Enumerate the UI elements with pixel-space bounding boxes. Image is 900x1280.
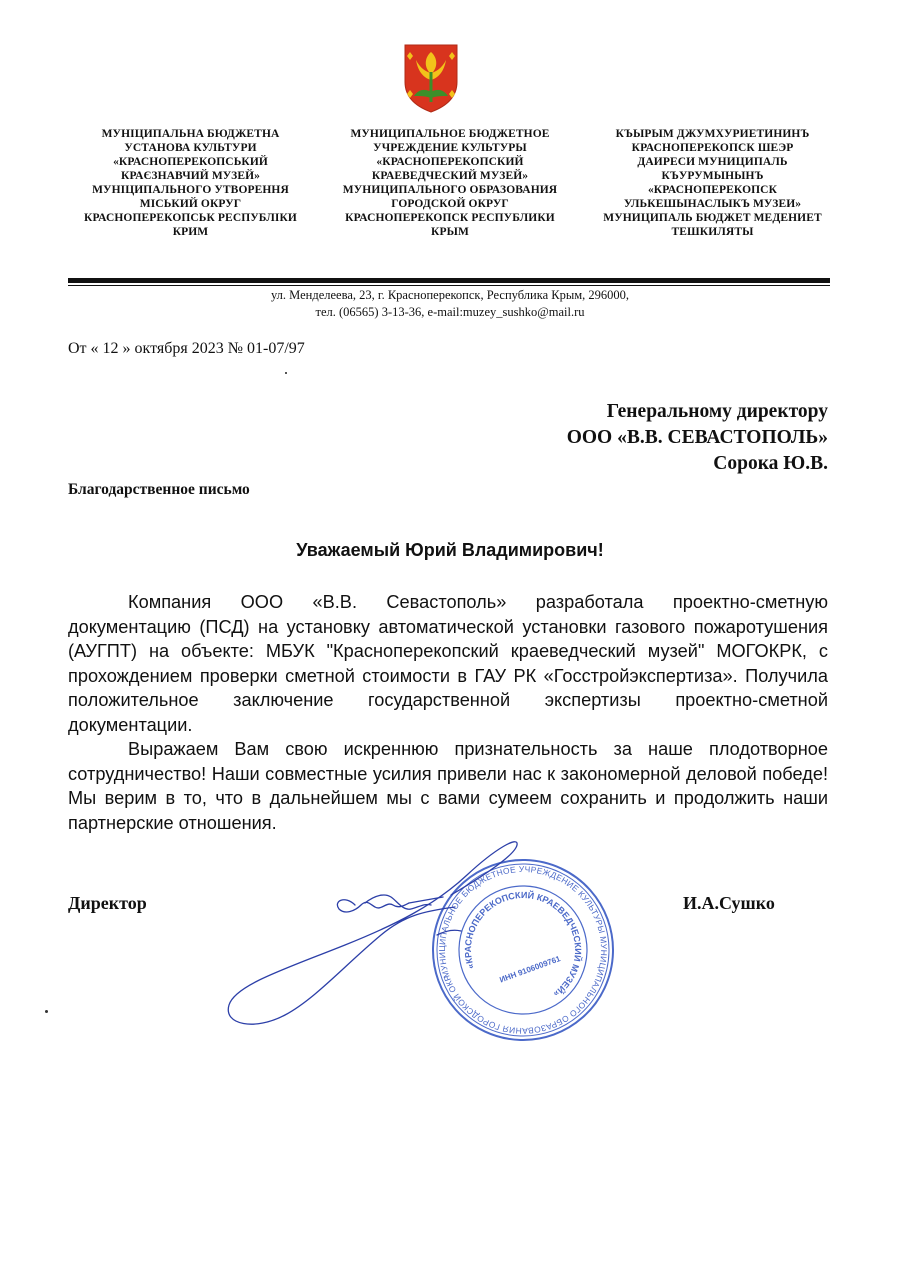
header-ua-line: УСТАНОВА КУЛЬТУРИ — [124, 142, 257, 154]
header-ua-line: КРАЄЗНАВЧИЙ МУЗЕЙ» — [121, 170, 260, 182]
header-ua-line: «КРАСНОПЕРЕКОПСЬКИЙ — [113, 156, 268, 168]
header-ru-line: КРАСНОПЕРЕКОПСК РЕСПУБЛИКИ — [345, 212, 555, 224]
header-ukrainian — [58, 127, 323, 239]
header-ct-line: «КРАСНОПЕРЕКОПСК — [647, 184, 778, 196]
handwritten-signature — [205, 835, 565, 1035]
header-ru-line: МУНИЦИПАЛЬНОГО ОБРАЗОВАНИЯ — [342, 184, 558, 196]
header-ru-line: КРАЕВЕДЧЕСКИЙ МУЗЕЙ» — [371, 170, 529, 182]
header-ct-line: КЪЫРЫМ ДЖУМХУРИЕТИНИНЪ — [615, 128, 810, 140]
header-ua-line: МУНІЦИПАЛЬНА БЮДЖЕТНА — [101, 128, 280, 140]
document-type: Благодарственное письмо — [68, 481, 250, 498]
header-ru-line: МУНИЦИПАЛЬНОЕ БЮДЖЕТНОЕ — [350, 128, 550, 140]
letter-body — [68, 590, 828, 835]
document-reference: От « 12 » октября 2023 № 01-07/97 — [68, 340, 305, 357]
scan-speck — [285, 372, 287, 374]
header-ct-line: КЪУРУМЫНЫНЪ — [661, 170, 764, 182]
header-ua-line: КРИМ — [172, 226, 209, 238]
header-ua-line: КРАСНОПЕРЕКОПСЬК РЕСПУБЛІКИ — [84, 212, 297, 224]
header-ct-line: УЛЬКЕШЫНАСЛЫКЪ МУЗЕИ» — [623, 198, 802, 210]
header-ct-line: КРАСНОПЕРЕКОПСК ШЕЭР — [631, 142, 794, 154]
salutation: Уважаемый Юрий Владимирович! — [296, 540, 604, 560]
city-coat-of-arms-icon — [402, 42, 460, 114]
body-paragraph: Выражаем Вам свою искреннюю признательность за наше плодотворное сотрудничество! Наши совместные усилия привели нас к закономерной деловой победе! Мы верим в то, что в дальнейшем мы с вами сумеем сохранить и продолжить наши партнерские отношения. — [68, 739, 828, 833]
address-line: ул. Менделеева, 23, г. Красноперекопск, Республика Крым, 296000, — [270, 288, 630, 302]
header-ru-line: «КРАСНОПЕРЕКОПСКИЙ — [376, 156, 524, 168]
scan-speck — [45, 1010, 48, 1013]
header-crimean-tatar — [585, 127, 840, 239]
header-ua-line: МУНІЦИПАЛЬНОГО УТВОРЕННЯ — [92, 184, 289, 196]
seal-inner-text: «КРАСНОПЕРЕКОПСКИЙ КРАЕВЕДЧЕСКИЙ МУЗЕЙ» — [462, 889, 584, 1000]
recipient-block — [567, 399, 828, 477]
header-russian — [325, 127, 575, 239]
organization-address — [150, 287, 750, 321]
recipient-title: Генеральному директору — [606, 401, 828, 422]
recipient-name: Сорока Ю.В. — [713, 453, 828, 474]
header-ct-line: ТЕШКИЛЯТЫ — [671, 226, 754, 238]
header-ru-line: ГОРОДСКОЙ ОКРУГ — [391, 198, 509, 210]
contact-line: тел. (06565) 3-13-36, e-mail:muzey_sushko@mail.ru — [315, 305, 585, 319]
header-ct-line: ДАИРЕСИ МУНИЦИПАЛЬ — [637, 156, 788, 168]
seal-inn: ИНН 9106009761 — [498, 954, 562, 985]
header-ru-line: УЧРЕЖДЕНИЕ КУЛЬТУРЫ — [373, 142, 527, 154]
recipient-company: ООО «В.В. СЕВАСТОПОЛЬ» — [566, 427, 828, 448]
header-ru-line: КРЫМ — [431, 226, 469, 238]
signatory-position: Директор — [68, 893, 147, 913]
header-divider-thin — [68, 285, 830, 286]
seal-outer-text: МУНИЦИПАЛЬНОЕ БЮДЖЕТНОЕ УЧРЕЖДЕНИЕ КУЛЬТУРЫ МУНИЦИПАЛЬНОГО ОБРАЗОВАНИЯ ГОРОДСКОЙ ОКРУГ — [436, 863, 610, 1037]
header-ua-line: МІСЬКИЙ ОКРУГ — [139, 198, 242, 210]
header-ct-line: МУНИЦИПАЛЬ БЮДЖЕТ МЕДЕНИЕТ — [603, 212, 822, 224]
body-paragraph: Компания ООО «В.В. Севастополь» разработала проектно-сметную документацию (ПСД) на установку автоматической установки газового пожаротушения (АУГПТ) на объекте: МБУК "Красноперекопский краеведческий музей" МОГОКРК, с прохождением проверки сметной стоимости в ГАУ РК «Госстройэкспертиза». Получила положительное заключение государственной экспертизы проектно-сметной документации. — [68, 592, 828, 735]
header-divider-thick — [68, 278, 830, 283]
signatory-name: И.А.Сушко — [683, 893, 775, 913]
